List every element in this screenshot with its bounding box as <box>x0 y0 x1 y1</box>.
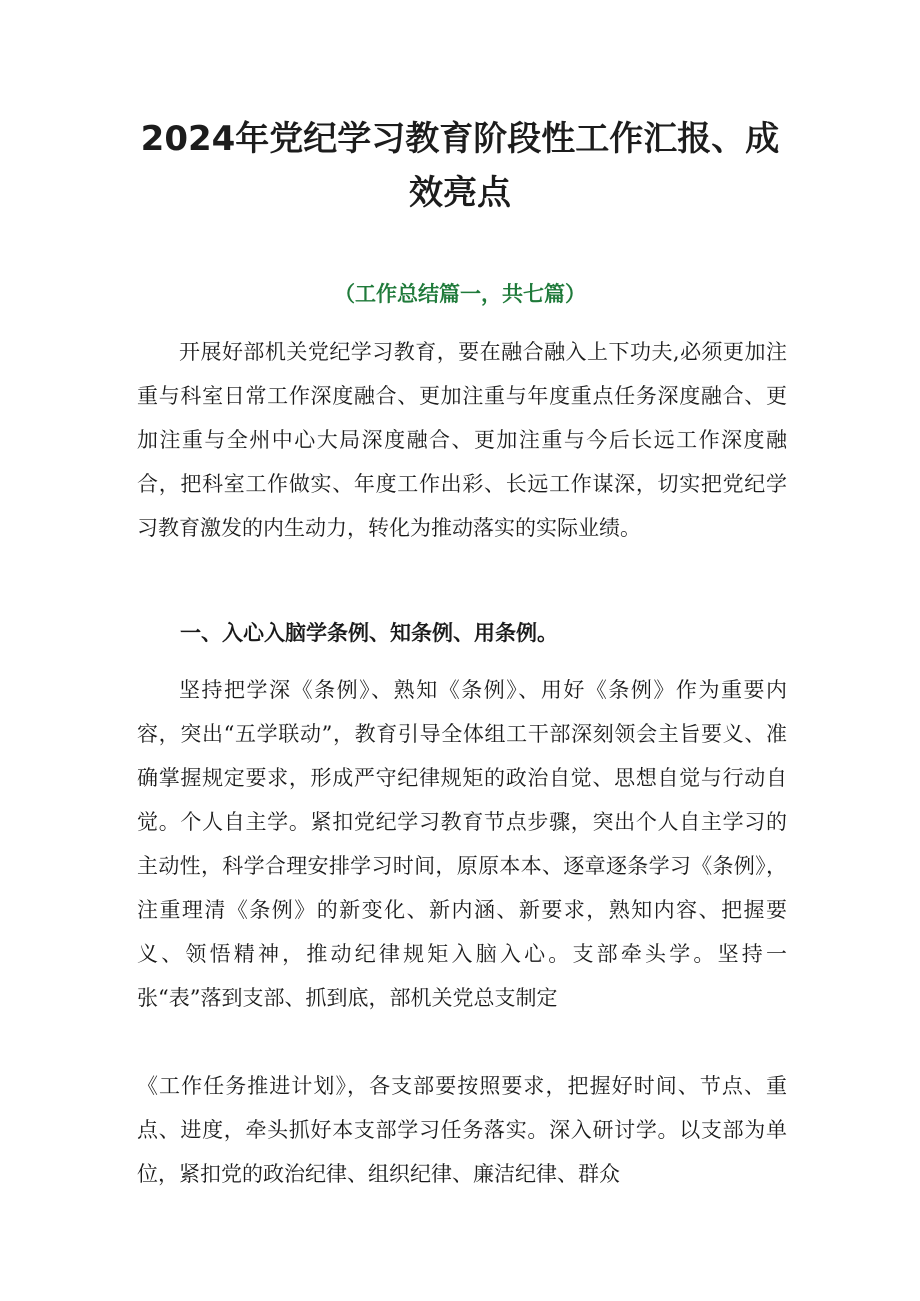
document-title: 2024年党纪学习教育阶段性工作汇报、成效亮点 <box>140 119 780 213</box>
body-paragraph: 坚持把学深《条例》、熟知《条例》、用好《条例》作为重要内容，突出“五学联动”，教育引导全体组工干部深刻领会主旨要义、准确掌握规定要求，形成严守纪律规矩的政治自觉、思想自觉与行动自觉。个人自主学。紧扣党纪学习教育节点步骤，突出个人自主学习的主动性，科学合理安排学习时间，原原本本、逐章逐条学习《条例》，注重理清《条例》的新变化、新内涵、新要求，熟知内容、把握要义、领悟精神，推动纪律规矩入脑入心。支部牵头学。坚持一张“表”落到支部、抓到底，部机关党总支制定 <box>137 678 787 1010</box>
document-subtitle: （工作总结篇一，共七篇） <box>334 282 586 306</box>
intro-paragraph: 开展好部机关党纪学习教育，要在融合融入上下功夫,必须更加注重与科室日常工作深度融合、更加注重与年度重点任务深度融合、更加注重与全州中心大局深度融合、更加注重与今后长远工作深度融合，把科室工作做实、年度工作出彩、长远工作谋深，切实把党纪学习教育激发的内生动力，转化为推动落实的实际业绩。 <box>137 340 787 540</box>
section-heading: 一、入心入脑学条例、知条例、用条例。 <box>180 621 558 645</box>
body-paragraph-continued: 《工作任务推进计划》，各支部要按照要求，把握好时间、节点、重点、进度，牵头抓好本支部学习任务落实。深入研讨学。以支部为单位，紧扣党的政治纪律、组织纪律、廉洁纪律、群众 <box>137 1074 787 1186</box>
